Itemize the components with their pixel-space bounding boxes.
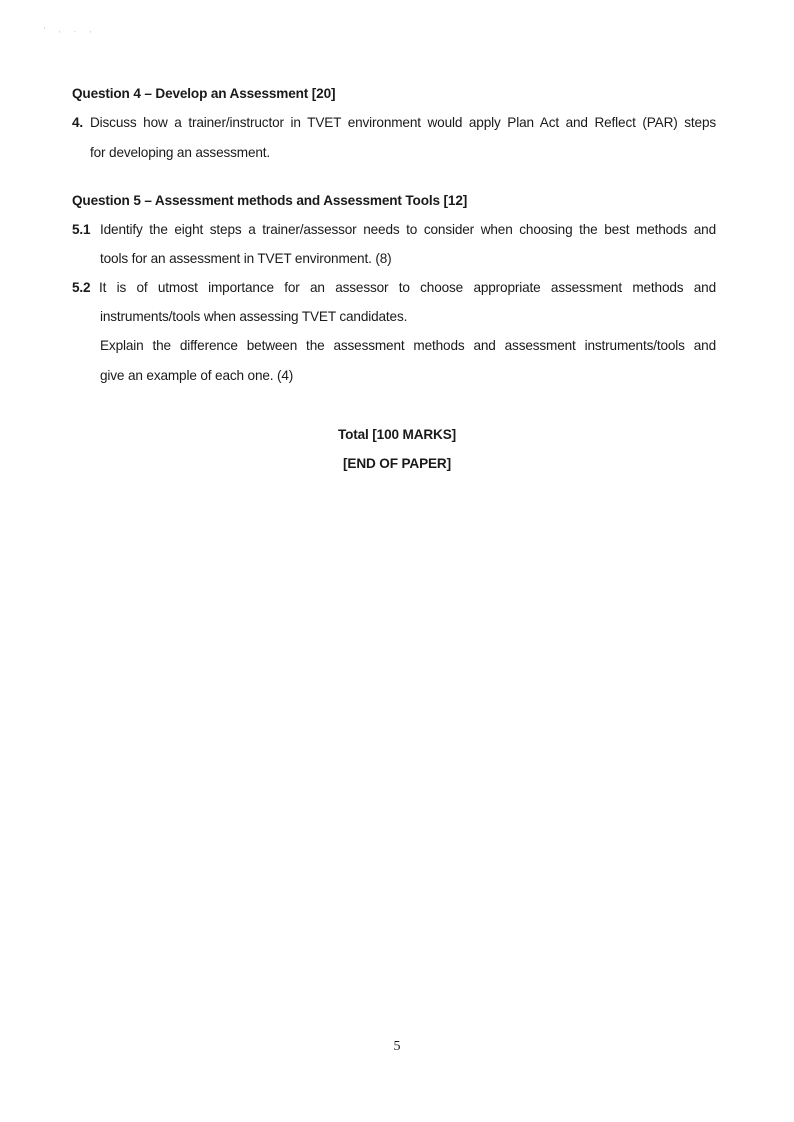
question-4-text-line: Discuss how a trainer/instructor in TVET environment would apply Plan Act and Reflect (PAR) steps — [90, 115, 716, 130]
question-4-number: 4. — [72, 115, 84, 130]
question-5-1-number: 5.1 — [72, 222, 91, 237]
question-5-1-text-line: tools for an assessment in TVET environment. (8) — [100, 251, 392, 266]
question-5-1-text-line: Identify the eight steps a trainer/assessor needs to consider when choosing the best methods and — [100, 222, 716, 237]
end-of-paper: [END OF PAPER] — [343, 456, 451, 471]
question-4-heading: Question 4 – Develop an Assessment [20] — [72, 86, 336, 101]
question-5-2-text-line: give an example of each one. (4) — [100, 368, 294, 383]
question-5-2-text-line: instruments/tools when assessing TVET candidates. — [100, 309, 408, 324]
question-5-heading: Question 5 – Assessment methods and Assessment Tools [12] — [72, 193, 468, 208]
question-5-2-text-line: It is of utmost importance for an assessor to choose appropriate assessment methods and — [99, 280, 716, 295]
total-marks: Total [100 MARKS] — [337, 427, 457, 442]
question-5-2-number: 5.2 — [72, 280, 91, 295]
question-4-text-line: for developing an assessment. — [90, 145, 271, 160]
page-number: 5 — [393, 1039, 401, 1054]
question-5-2-text-line: Explain the difference between the assessment methods and assessment instruments/tools and — [100, 338, 716, 353]
scan-marks: ' , . , — [44, 28, 98, 34]
